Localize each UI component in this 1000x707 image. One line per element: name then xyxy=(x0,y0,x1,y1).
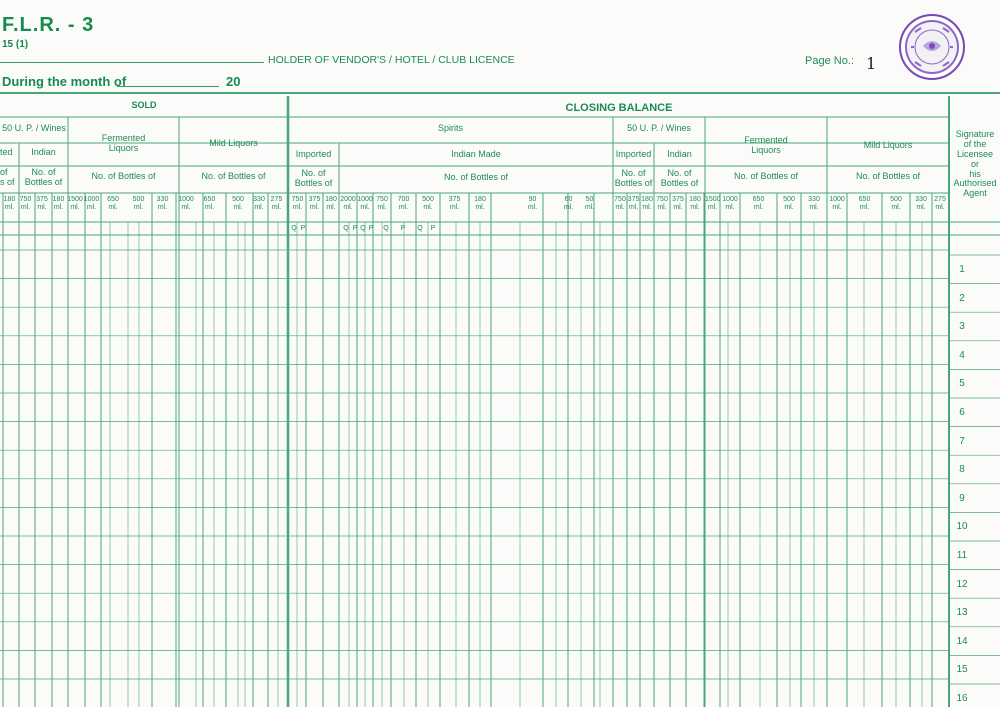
closing-wines-imported: Imported xyxy=(615,149,652,159)
row-number: 6 xyxy=(959,407,965,418)
row-number: 5 xyxy=(959,378,965,390)
sold-size-label: 1000 ml. xyxy=(178,196,194,211)
closing-size-label: 180 ml. xyxy=(689,196,701,211)
row-number: 4 xyxy=(959,349,965,361)
closing-size-label: 180 ml. xyxy=(641,196,653,211)
sold-size-label: 275 ml. xyxy=(270,196,283,211)
sold-indian-header: Indian xyxy=(31,147,56,157)
sold-size-label: 180 ml. xyxy=(52,196,65,211)
closing-size-label: 375 ml. xyxy=(448,196,461,211)
closing-size-label: 650 ml. xyxy=(752,196,765,211)
qp-label: Q xyxy=(417,225,423,232)
closing-imported-header: Imported xyxy=(295,149,332,159)
closing-size-label: 90 ml. xyxy=(527,196,538,211)
closing-mild-header: Mild Liquors xyxy=(863,140,913,150)
sold-wines-header: 50 U. P. / Wines xyxy=(2,123,66,133)
row-number: 11 xyxy=(956,550,968,561)
form-rule: 15 (1) xyxy=(2,39,29,50)
closing-size-label: 330 ml. xyxy=(915,196,927,211)
sold-size-label: 1000 ml. xyxy=(83,196,100,211)
closing-size-label: 750 ml. xyxy=(656,196,668,211)
closing-size-label: 180 ml. xyxy=(325,196,337,211)
qp-label: Q xyxy=(343,225,349,232)
closing-size-label: 375 ml. xyxy=(308,196,321,211)
sold-bottles-stub: of s of xyxy=(0,167,15,187)
closing-fermented-bottles: No. of Bottles of xyxy=(733,171,799,181)
closing-wines-indian: Indian xyxy=(667,149,692,159)
sold-size-label: 650 ml. xyxy=(107,196,119,211)
row-number: 12 xyxy=(956,578,968,590)
row-number: 8 xyxy=(959,464,965,476)
qp-label: P xyxy=(368,225,374,232)
closing-size-label: 330 ml. xyxy=(808,196,820,211)
closing-size-label: 375 ml. xyxy=(627,196,640,211)
closing-indian-bottles: No. of Bottles of xyxy=(443,172,509,182)
sold-size-label: 375 ml. xyxy=(36,196,48,211)
row-number: 7 xyxy=(959,435,965,447)
closing-imported-bottles: No. of Bottles of xyxy=(294,168,333,188)
closing-size-label: 500 ml. xyxy=(890,196,902,211)
qp-label: P xyxy=(400,225,406,232)
sold-size-label: 330 ml. xyxy=(156,196,169,211)
closing-size-label: 50 ml. xyxy=(584,196,595,211)
closing-size-label: 1500 ml. xyxy=(705,196,721,211)
row-number: 10 xyxy=(956,521,968,533)
closing-indian-made-header: Indian Made xyxy=(451,149,501,159)
closing-size-label: 1000 ml. xyxy=(722,196,738,211)
closing-size-label: 1000 ml. xyxy=(829,196,845,211)
holder-line-label: HOLDER OF VENDOR'S / HOTEL / CLUB LICENCE xyxy=(268,54,515,66)
closing-size-label: 275 ml. xyxy=(934,196,946,211)
qp-label: Q xyxy=(383,225,389,232)
row-number: 3 xyxy=(959,321,965,333)
sold-size-label: 1500 ml. xyxy=(67,196,83,211)
closing-size-label: 750 ml. xyxy=(376,196,388,211)
qp-label: P xyxy=(300,225,306,232)
qp-label: P xyxy=(352,225,358,232)
sold-mild-bottles: No. of Bottles of xyxy=(201,171,266,181)
sold-size-label: 650 ml. xyxy=(203,196,216,211)
qp-label: P xyxy=(430,225,436,232)
closing-size-label: 750 ml. xyxy=(614,196,626,211)
closing-size-label: 2000 ml. xyxy=(340,196,356,211)
closing-size-label: 750 ml. xyxy=(291,196,304,211)
year-label: 20 xyxy=(226,74,241,89)
closing-wines-indian-bottles: No. of Bottles of xyxy=(660,168,699,188)
closing-mild-bottles: No. of Bottles of xyxy=(855,171,921,181)
closing-title: CLOSING BALANCE xyxy=(565,102,673,114)
row-number: 9 xyxy=(959,492,965,504)
sold-mild-header: Mild Liquors xyxy=(209,138,258,148)
sold-fermented-bottles: No. of Bottles of xyxy=(91,171,156,181)
closing-size-label: 500 ml. xyxy=(422,196,434,211)
row-number: 1 xyxy=(959,264,965,275)
closing-fermented-header: Fermented Liquors xyxy=(744,135,788,155)
sold-size-label: 500 ml. xyxy=(132,196,145,211)
row-number: 2 xyxy=(959,292,965,304)
closing-size-label: 650 ml. xyxy=(858,196,871,211)
sold-fermented-header: Fermented Liquors xyxy=(101,133,146,153)
sold-imported-stub: ted xyxy=(0,147,13,157)
row-number: 15 xyxy=(956,664,968,676)
sold-size-label: 750 ml. xyxy=(19,196,32,211)
sold-size-label: 330 ml. xyxy=(253,196,265,211)
closing-size-label: 60 ml. xyxy=(563,196,574,211)
closing-wines-imported-bottles: No. of Bottles of xyxy=(614,168,653,188)
month-label: During the month of xyxy=(2,74,127,89)
closing-size-label: 375 ml. xyxy=(672,196,684,211)
form-title: F.L.R. - 3 xyxy=(2,14,95,36)
closing-size-label: 700 ml. xyxy=(397,196,410,211)
row-number: 16 xyxy=(956,693,968,704)
qp-label: Q xyxy=(360,225,366,232)
sold-title: SOLD xyxy=(131,100,157,110)
signature-header: Signature of the Licensee or his Authorised Agent xyxy=(953,129,997,199)
closing-size-label: 180 ml. xyxy=(474,196,486,211)
closing-size-label: 500 ml. xyxy=(783,196,795,211)
sold-size-label: 180 ml. xyxy=(3,196,16,211)
closing-wines-header: 50 U. P. / Wines xyxy=(627,123,691,133)
row-number: 14 xyxy=(956,635,968,647)
sold-size-label: 500 ml. xyxy=(232,196,244,211)
page-number: 1 xyxy=(866,54,877,73)
qp-label: Q xyxy=(291,225,297,232)
sold-indian-bottles: No. of Bottles of xyxy=(24,167,63,187)
closing-size-label: 1000 ml. xyxy=(357,196,373,211)
row-number: 13 xyxy=(956,607,968,619)
closing-spirits-header: Spirits xyxy=(437,123,463,133)
page-label: Page No.: xyxy=(805,55,854,67)
